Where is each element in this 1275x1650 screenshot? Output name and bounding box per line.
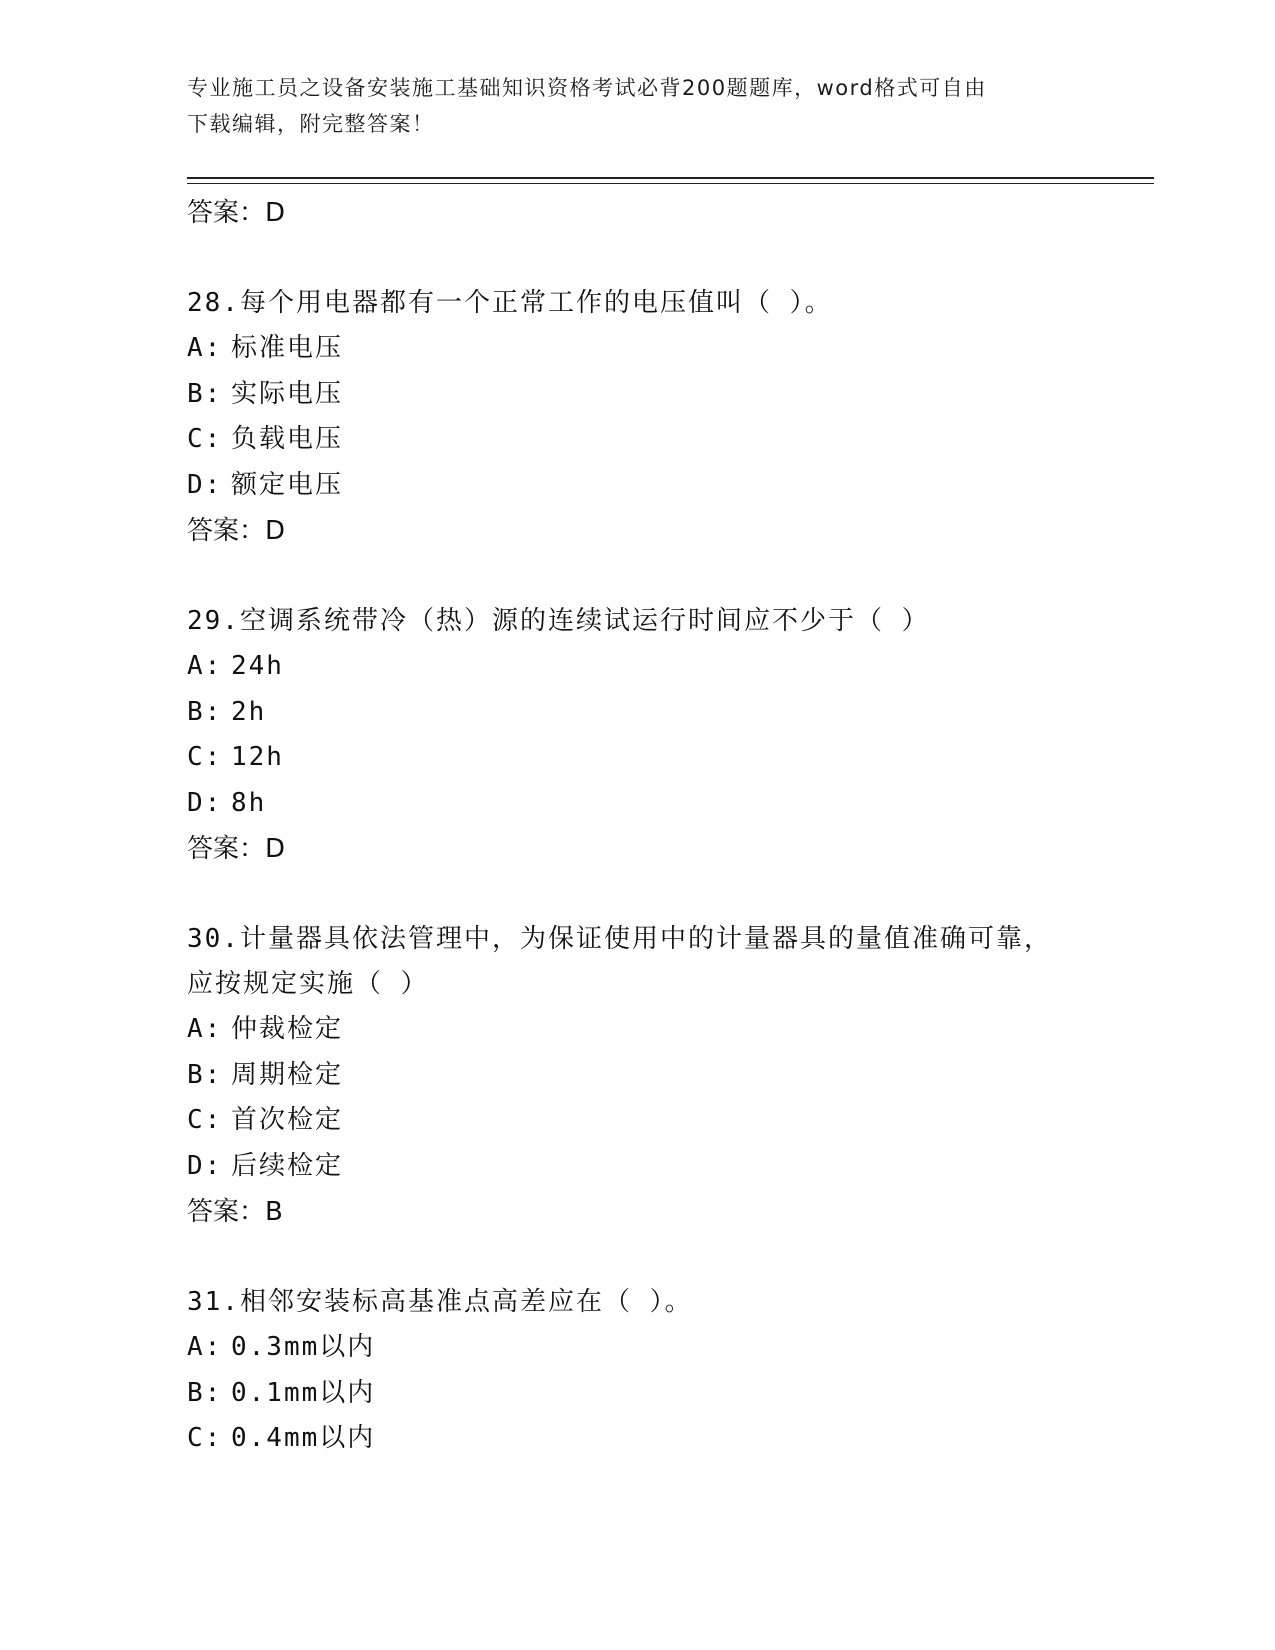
option-b: B: 实际电压 xyxy=(187,378,344,409)
option-c: C: 12h xyxy=(187,742,284,772)
option-a: A: 标准电压 xyxy=(187,333,344,363)
option-d: D: 后续检定 xyxy=(187,1150,344,1181)
answer-line: 答案：D xyxy=(187,834,286,864)
header-divider-thick xyxy=(187,177,1154,179)
option-d: D: 8h xyxy=(187,787,267,818)
option-a: A: 0.3mm以内 xyxy=(187,1332,376,1362)
option-b: B: 周期检定 xyxy=(187,1059,344,1090)
document-header xyxy=(187,70,1067,142)
option-c: C: 负载电压 xyxy=(187,424,344,454)
answer-line: 答案：D xyxy=(187,516,286,546)
question-list xyxy=(187,190,1107,1462)
option-c: C: 首次检定 xyxy=(187,1105,344,1135)
option-d: D: 额定电压 xyxy=(187,469,344,500)
previous-answer: 答案：D xyxy=(187,198,286,228)
header-line-1: 专业施工员之设备安装施工基础知识资格考试必背200题题库，word格式可自由 xyxy=(187,76,987,100)
option-a: A: 24h xyxy=(187,651,284,681)
question-stem: 31.相邻安装标高基准点高差应在（ ）。 xyxy=(187,1287,693,1317)
question-block-29 xyxy=(187,599,1107,872)
question-block-28 xyxy=(187,281,1107,554)
question-block-30 xyxy=(187,917,1107,1235)
option-a: A: 仲裁检定 xyxy=(187,1014,344,1044)
option-b: B: 0.1mm以内 xyxy=(187,1377,376,1408)
question-stem: 29.空调系统带冷（热）源的连续试运行时间应不少于（ ） xyxy=(187,606,930,636)
question-block-31 xyxy=(187,1280,1107,1462)
header-divider-thin xyxy=(187,183,1154,184)
header-line-2: 下载编辑，附完整答案！ xyxy=(187,112,435,136)
question-stem-continued: 应按规定实施（ ） xyxy=(187,969,429,999)
answer-line: 答案：B xyxy=(187,1197,283,1227)
question-stem: 30.计量器具依法管理中，为保证使用中的计量器具的量值准确可靠， xyxy=(187,924,1052,954)
option-c: C: 0.4mm以内 xyxy=(187,1423,376,1453)
question-stem: 28.每个用电器都有一个正常工作的电压值叫（ ）。 xyxy=(187,288,833,318)
option-b: B: 2h xyxy=(187,696,267,727)
